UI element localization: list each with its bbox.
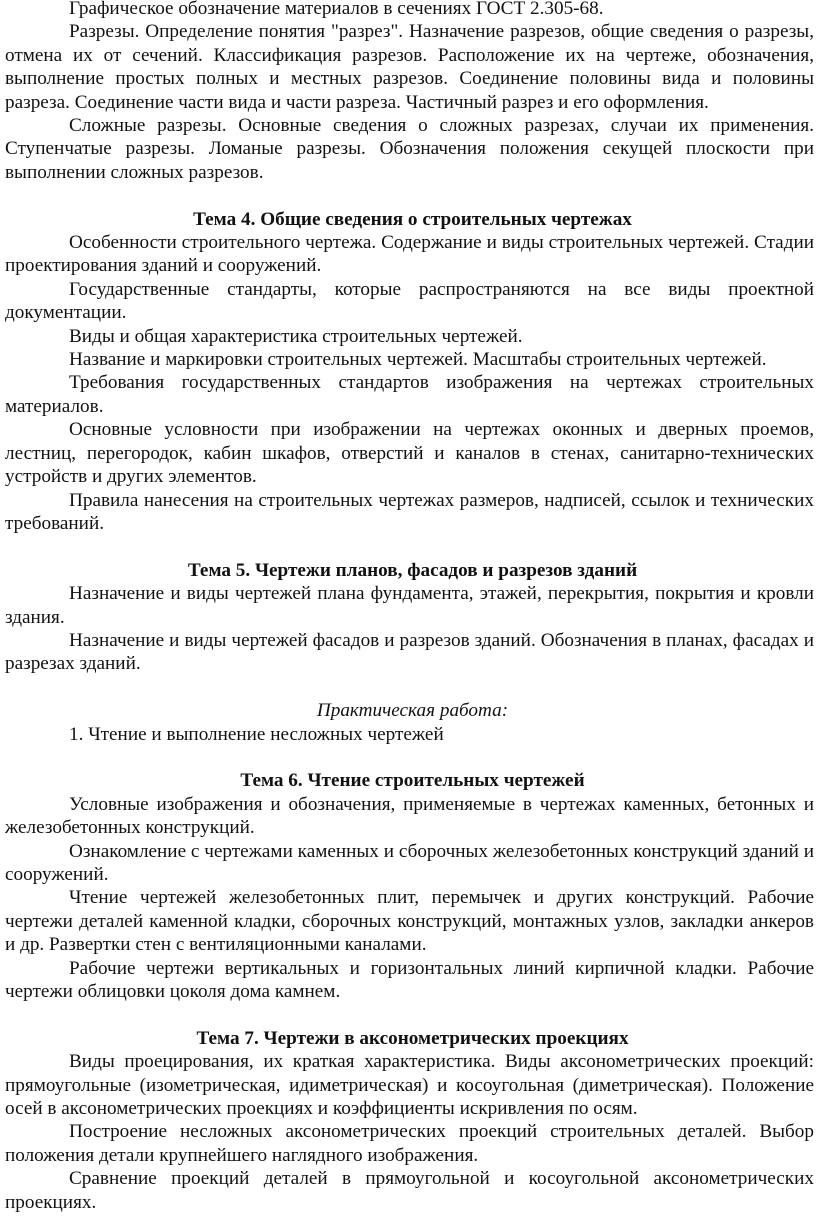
topic-5-heading: Тема 5. Чертежи планов, фасадов и разрезов зданий [187,559,638,581]
paragraph: Государственные стандарты, которые распространяются на все виды проектной документации. [5,278,814,324]
topic-4-heading: Тема 4. Общие сведения о строительных чертежах [193,208,632,230]
paragraph: Назначение и виды чертежей фасадов и разрезов зданий. Обозначения в планах, фасадах и разрезах зданий. [5,629,814,675]
paragraph: Виды и общая характеристика строительных чертежей. [69,325,523,347]
paragraph: Построение несложных аксонометрических проекций строительных деталей. Выбор положения детали крупнейшего наглядного изображения. [5,1121,814,1166]
topic-7-heading: Тема 7. Чертежи в аксонометрических проекциях [196,1027,629,1049]
paragraph: Назначение и виды чертежей плана фундамента, этажей, перекрытия, покрытия и кровли здания. [5,583,814,628]
paragraph: Виды проецирования, их краткая характеристика. Виды аксонометрических проекций: прямоугольные (изометрическая, идиметрическая) и косоугольная (диметрическая). Положение осей в аксонометрических проекциях и коэффициенты искривления по осям. [5,1051,814,1120]
paragraph: Чтение чертежей железобетонных плит, перемычек и других конструкций. Рабочие чертежи деталей каменной кладки, сборочных конструкций, монтажных узлов, закладки анкеров и др. Развертки стен с вентиляционными каналами. [5,887,814,956]
practical-work-label: Практическая работа: [316,700,509,722]
document-page [5,0,814,1214]
paragraph: Графическое обозначение материалов в сечениях ГОСТ 2.305-68. [69,0,604,19]
paragraph: Правила нанесения на строительных чертежах размеров, надписей, ссылок и технических требований. [5,489,814,534]
paragraph: Особенности строительного чертежа. Содержание и виды строительных чертежей. Стадии проектирования зданий и сооружений. [5,232,814,277]
paragraph: Требования государственных стандартов изображения на чертежах строительных материалов. [5,372,814,417]
paragraph: Условные изображения и обозначения, применяемые в чертежах каменных, бетонных и железобетонных конструкций. [5,793,814,839]
paragraph: Сложные разрезы. Основные сведения о сложных разрезах, случаи их применения. Ступенчатые разрезы. Ломаные разрезы. Обозначения положения секущей плоскости при выполнении сложных разрезов. [5,115,814,183]
practical-work-item: 1. Чтение и выполнение несложных чертежей [69,723,444,745]
paragraph: Разрезы. Определение понятия "разрез". Назначение разрезов, общие сведения о разрезы, отмена их от сечений. Классификация разрезов. Расположение их на чертеже, обозначения, выполнение простых полных и местных разрезов. Соединение половины вида и половины разреза. Соединение части вида и части разреза. Частичный разрез и его оформления. [5,21,814,113]
paragraph: Сравнение проекций деталей в прямоугольной и косоугольной аксонометрических проекциях. [5,1168,814,1213]
paragraph: Ознакомление с чертежами каменных и сборочных железобетонных конструкций зданий и сооружений. [5,840,814,885]
paragraph: Основные условности при изображении на чертежах оконных и дверных проемов, лестниц, перегородок, кабин шкафов, отверстий и каналов в стенах, санитарно-технических устройств и других элементов. [5,419,814,488]
paragraph: Название и маркировки строительных чертежей. Масштабы строительных чертежей. [69,349,767,371]
topic-6-heading: Тема 6. Чтение строительных чертежей [240,770,585,792]
paragraph: Рабочие чертежи вертикальных и горизонтальных линий кирпичной кладки. Рабочие чертежи облицовки цоколя дома камнем. [5,957,814,1002]
